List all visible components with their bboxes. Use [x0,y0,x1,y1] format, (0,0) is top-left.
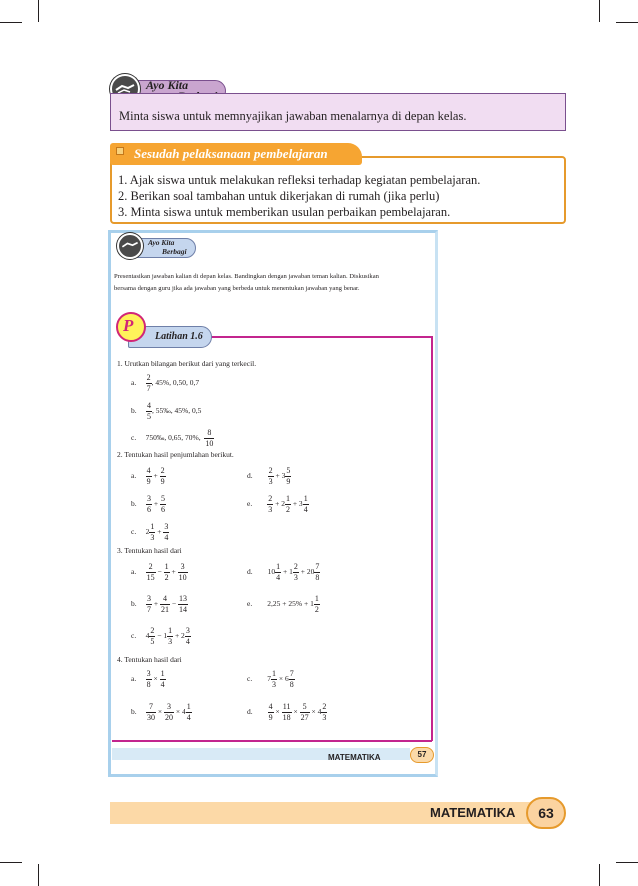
crop-mark [599,0,600,22]
crop-mark [599,864,600,886]
q1-c: c. 750‰, 0,65, 70%, $\frac{8}{10}$ [131,428,214,448]
fraction: $\frac{8}{10}$ [205,428,214,448]
q4-b: b. $\frac{7}{30}$ × $\frac{3}{20}$ × 4 $\frac{1}{4}$ [131,702,191,722]
latihan-badge-letter: P [123,316,134,335]
q2-c: c. 2 $\frac{1}{3}$ + $\frac{3}{4}$ [131,522,169,542]
q3-c: c. 4 $\frac{2}{5}$ − 1 $\frac{1}{3}$ + 2 $\frac{3}{4}$ [131,626,190,646]
question-3-title: 3. Tentukan hasil dari [117,546,182,555]
square-bullet-icon [116,147,124,155]
list-item: 2. Berikan soal tambahan untuk dikerjakan di rumah (jika perlu) [118,189,440,203]
q4-d: d. $\frac{4}{9}$ × $\frac{11}{18}$ × $\frac{5}{27}$ × 4 $\frac{2}{3}$ [247,702,327,722]
footer-label: MATEMATIKA [430,805,516,820]
crop-mark [0,862,22,863]
q1-b: b. $\frac{4}{5}$ , 55‰, 45%, 0,5 [131,401,202,421]
crop-mark [0,22,22,23]
question-4-title: 4. Tentukan hasil dari [117,655,182,664]
handshake-icon [117,233,143,259]
inner-instruction-line-2: bersama dengan guru jika ada jawaban yang berbeda untuk menentukan jawaban yang benar. [114,285,360,292]
page-number: 63 [526,797,566,829]
q3-a: a. $\frac{2}{15}$ − $\frac{1}{2}$ + $\frac{3}{10}$ [131,562,187,582]
latihan-frame-right [431,336,433,741]
inner-footer-label: MATEMATIKA [328,753,381,762]
q2-a: a. $\frac{4}{9}$ + $\frac{2}{9}$ [131,466,165,486]
sesudah-title: Sesudah pelaksanaan pembelajaran [134,146,328,161]
q1-a: a. $\frac{2}{7}$ , 45%, 0,50, 0,7 [131,373,200,393]
list-item: 3. Minta siswa untuk memberikan usulan perbaikan pembelajaran. [118,205,451,219]
puzzle-icon [116,312,146,342]
q3-d: d. 10 $\frac{1}{4}$ + 1 $\frac{2}{3}$ + 20 $\frac{7}{8}$ [247,562,320,582]
latihan-frame-bottom [112,740,432,742]
crop-mark [616,862,638,863]
sesudah-list [118,172,480,220]
crop-mark [616,22,638,23]
question-2-title: 2. Tentukan hasil penjumlahan berikut. [117,450,234,459]
crop-mark [38,0,39,22]
q4-a: a. $\frac{3}{8}$ × $\frac{1}{4}$ [131,669,165,689]
inner-badge-line-1: Ayo Kita [148,238,175,247]
question-1-title: 1. Urutkan bilangan berikut dari yang terkecil. [117,359,257,368]
crop-mark [38,864,39,886]
q2-e: e. $\frac{2}{3}$ + 2 $\frac{1}{2}$ + 3 $\frac{1}{4}$ [247,494,308,514]
inner-badge-line-2: Berbagi [162,247,187,256]
fraction: $\frac{2}{7}$ [146,373,151,393]
instruction-text: Minta siswa untuk memnyajikan jawaban menalarnya di depan kelas. [119,109,467,123]
q2-b: b. $\frac{3}{6}$ + $\frac{5}{6}$ [131,494,165,514]
fraction: $\frac{4}{5}$ [147,401,151,421]
list-item: 1. Ajak siswa untuk melakukan refleksi terhadap kegiatan pembelajaran. [118,173,481,187]
badge-line-1: Ayo Kita [146,78,189,92]
inner-page-number: 57 [410,747,434,763]
q2-d: d. $\frac{2}{3}$ + 3 $\frac{5}{9}$ [247,466,291,486]
q4-c: c. 7 $\frac{1}{3}$ × 6 $\frac{7}{8}$ [247,669,294,689]
q3-b: b. $\frac{3}{7}$ + $\frac{4}{21}$ − $\frac{13}{14}$ [131,594,187,614]
latihan-title: Latihan 1.6 [155,331,203,342]
instruction-box [110,93,566,131]
sesudah-tab [110,143,362,165]
inner-instruction-line-1: Presentasikan jawaban kalian di depan kelas. Bandingkan dengan jawaban teman kalian. Diskusikan [114,273,379,280]
q3-e: e. 2,25 + 25% + 1 $\frac{1}{2}$ [247,594,319,614]
